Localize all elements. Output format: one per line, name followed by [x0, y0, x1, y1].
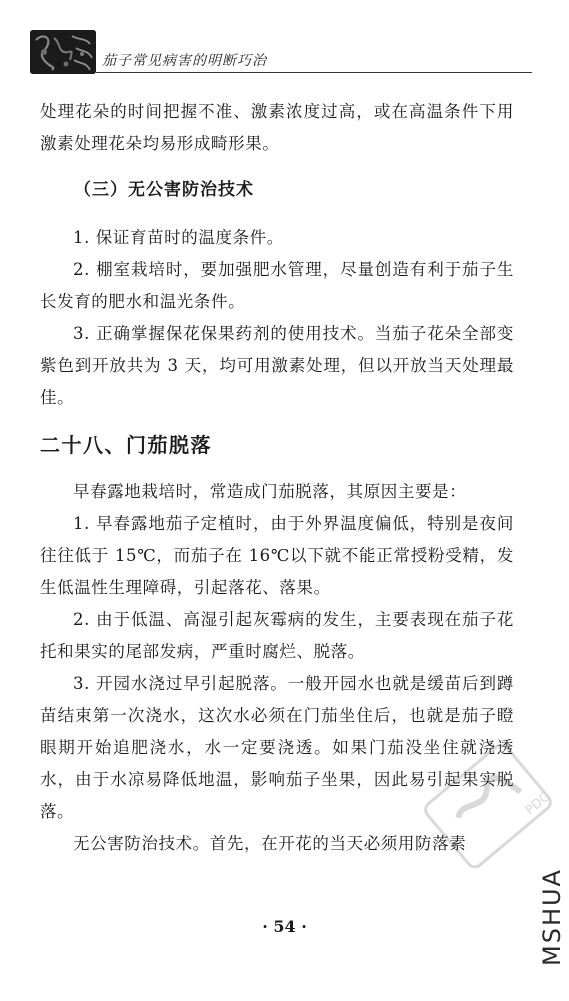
- page-number: · 54 ·: [262, 917, 307, 936]
- chapter-heading: 二十八、门茄脱落: [40, 433, 212, 457]
- chapter-intro: 早春露地栽培时，常造成门茄脱落，其原因主要是：: [73, 482, 467, 501]
- section-heading: （三）无公害防治技术: [74, 180, 254, 200]
- last-paragraph: 无公害防治技术。首先，在开花的当天必须用防落素: [73, 834, 467, 853]
- header-rule: [96, 72, 532, 73]
- running-header: [30, 30, 540, 80]
- chapter-item-3: 3. 开园水浇过早引起脱落。一般开园水也就是缓苗后到蹲苗结束第一次浇水，这次水必须在门茄坐住后，也就是茄子瞪眼期开始追肥浇水，水一定要浇透。如果门茄没坐住就浇透水，由于水凉易降低地温，影响茄子坐果，因此易引起果实脱落。: [40, 674, 514, 821]
- header-title: 茄子常见病害的明断巧治: [102, 53, 267, 69]
- section-item-1: 1. 保证育苗时的温度条件。: [73, 228, 284, 247]
- side-watermark: [537, 847, 567, 987]
- section-item-2: 2. 棚室栽培时，要加强肥水管理，尽量创造有利于茄子生长发育的肥水和温光条件。: [40, 260, 514, 311]
- stamp-label: PDG: [522, 788, 554, 819]
- chapter-item-1: 1. 早春露地茄子定植时，由于外界温度偏低，特别是夜间往往低于 15℃，而茄子在 16℃以下就不能正常授粉受精，发生低温性生理障碍，引起落花、落果。: [40, 514, 514, 597]
- side-watermark-text: MSHUA: [538, 868, 566, 966]
- intro-paragraph: 处理花朵的时间把握不准、激素浓度过高，或在高温条件下用激素处理花朵均易形成畸形果。: [40, 102, 514, 153]
- header-logo: [30, 30, 96, 74]
- chapter-item-2: 2. 由于低温、高湿引起灰霉病的发生，主要表现在茄子花托和果实的尾部发病，严重时腐烂、脱落。: [40, 610, 514, 661]
- section-item-3: 3. 正确掌握保花保果药剂的使用技术。当茄子花朵全部变紫色到开放共为 3 天，均可用激素处理，但以开放当天处理最佳。: [40, 324, 514, 407]
